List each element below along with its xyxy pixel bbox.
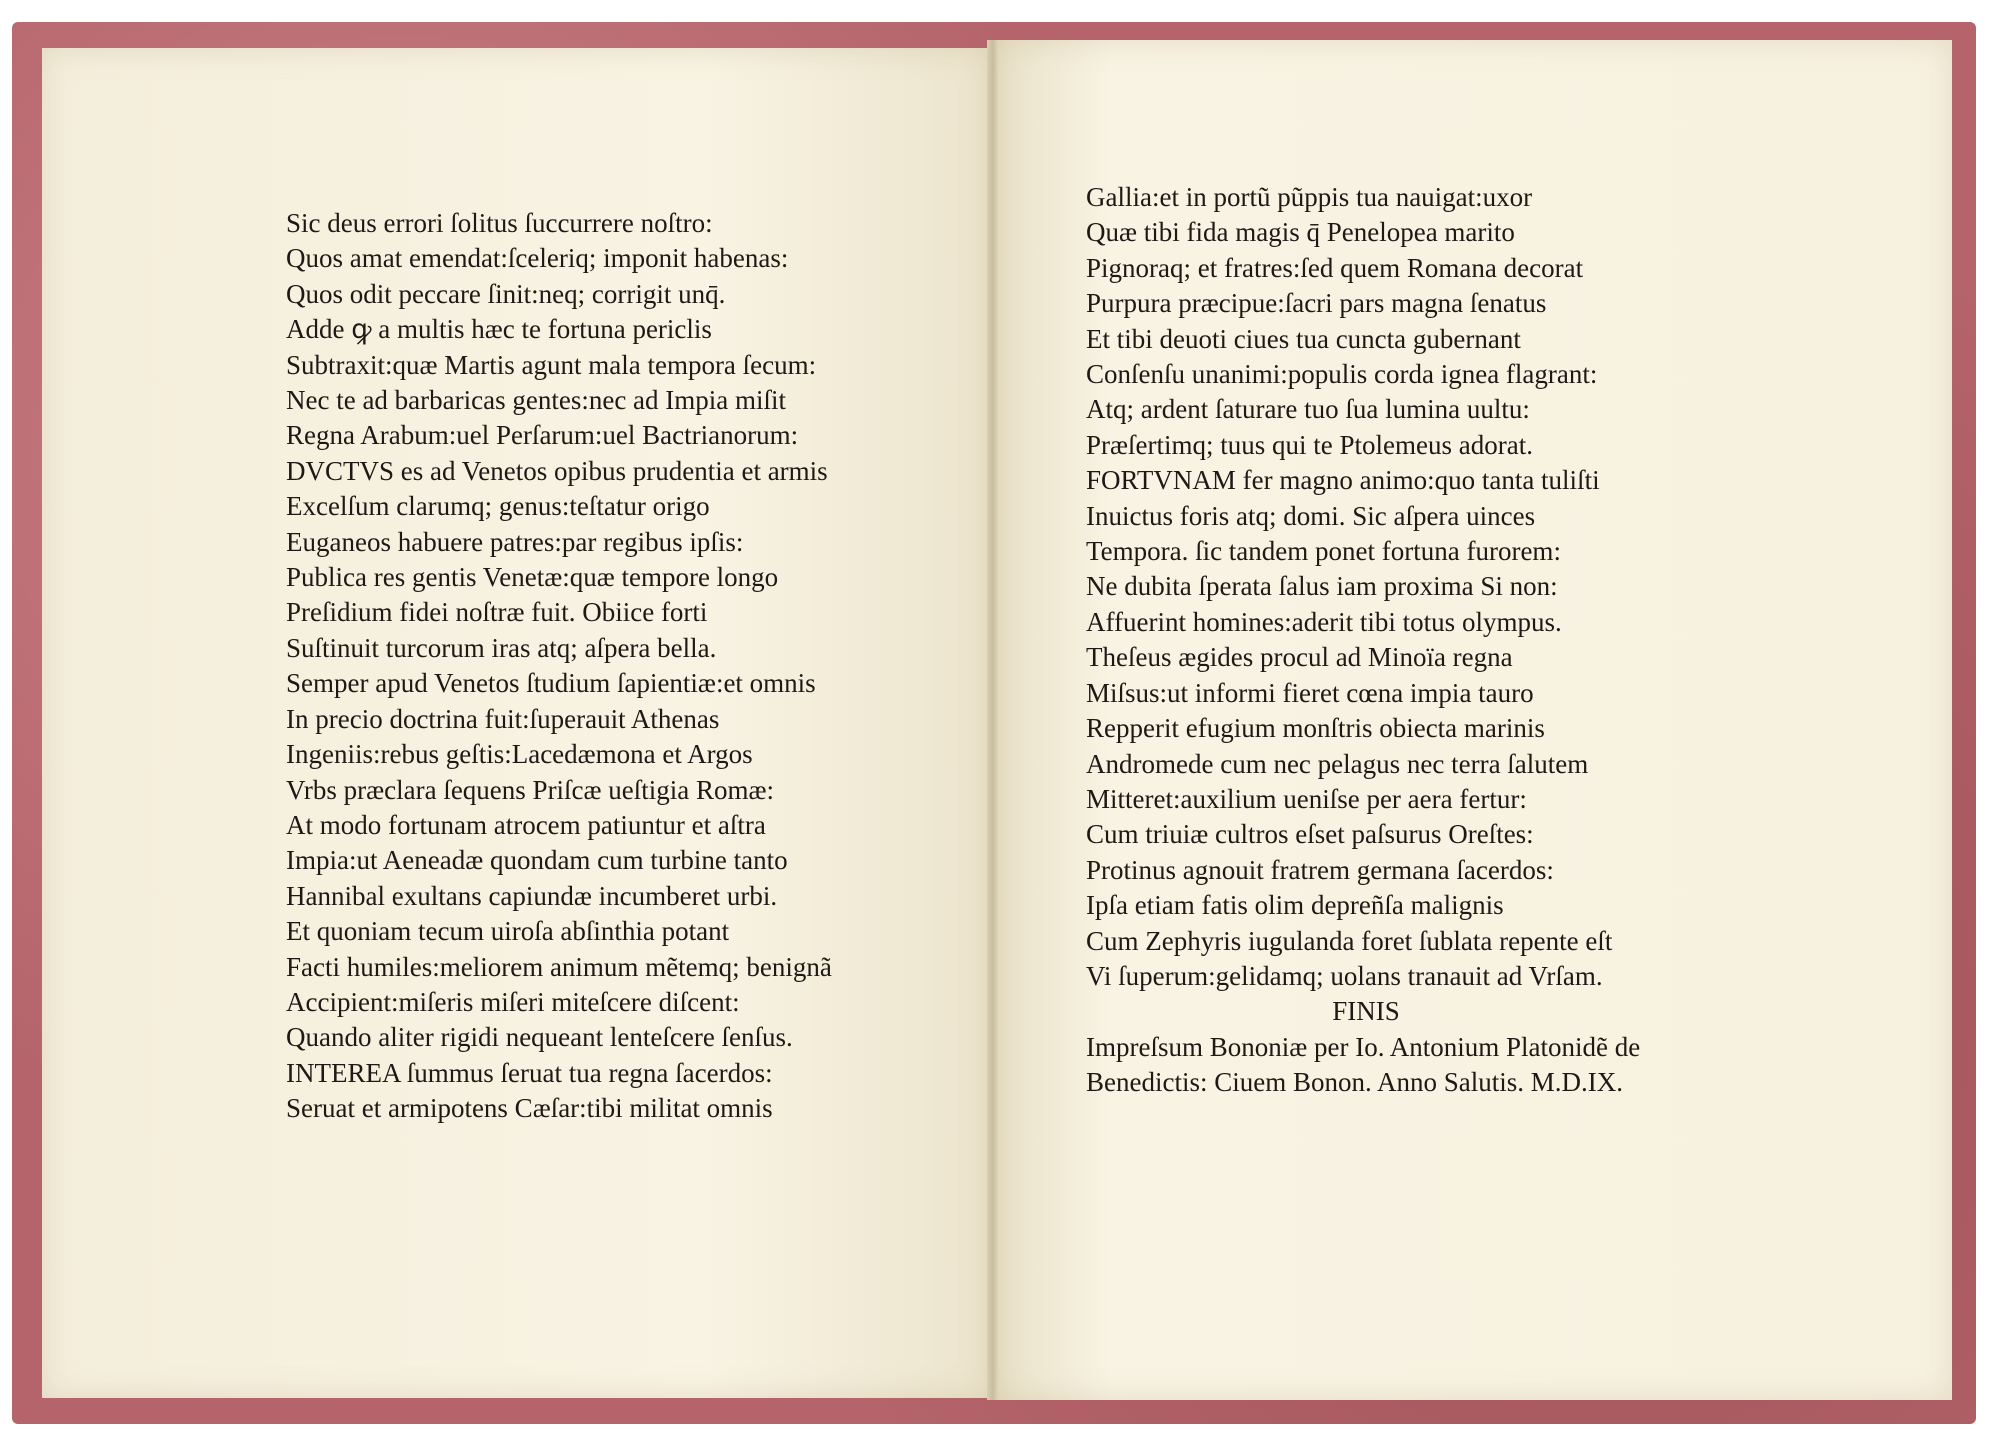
text-line: Præſertimq; tuus qui te Ptolemeus adorat. bbox=[1086, 429, 1533, 460]
colophon-line: Impreſsum Bononiæ per Io. Antonium Platonidẽ de bbox=[1086, 1031, 1641, 1062]
text-line: Protinus agnouit fratrem germana ſacerdos: bbox=[1086, 854, 1554, 885]
text-line: Quando aliter rigidi nequeant lenteſcere ſenſus. bbox=[286, 1022, 793, 1053]
text-line: Regna Arabum:uel Perſarum:uel Bactrianorum: bbox=[286, 420, 799, 451]
text-line: Publica res gentis Venetæ:quæ tempore longo bbox=[286, 562, 779, 593]
text-line: Tempora. ſic tandem ponet fortuna furorem: bbox=[1086, 536, 1561, 567]
text-line: Quos amat emendat:ſceleriq; imponit habenas: bbox=[286, 243, 789, 274]
text-line: Affuerint homines:aderit tibi totus olympus. bbox=[1086, 606, 1562, 637]
text-line: Nec te ad barbaricas gentes:nec ad Impia miſit bbox=[286, 385, 787, 416]
right-page-text bbox=[1086, 180, 1646, 1101]
text-line: Et tibi deuoti ciues tua cuncta gubernant bbox=[1086, 323, 1521, 354]
text-line: Ingeniis:rebus geſtis:Lacedæmona et Argos bbox=[286, 739, 753, 770]
text-line: Cum triuiæ cultros eſset paſsurus Oreſtes: bbox=[1086, 819, 1534, 850]
text-line: Pignoraq; et fratres:ſed quem Romana decorat bbox=[1086, 252, 1584, 283]
text-line: At modo fortunam atrocem patiuntur et aſtra bbox=[286, 809, 766, 840]
text-line: Preſidium fidei noſtræ fuit. Obiice forti bbox=[286, 597, 708, 628]
text-line: Excelſum clarumq; genus:teſtatur origo bbox=[286, 491, 710, 522]
text-line: Quos odit peccare ſinit:neq; corrigit unq̄. bbox=[286, 278, 726, 309]
text-line: Facti humiles:meliorem animum mẽtemq; benignã bbox=[286, 951, 832, 982]
text-line: DVCTVS es ad Venetos opibus prudentia et armis bbox=[286, 455, 828, 486]
text-line: Purpura præcipue:ſacri pars magna ſenatus bbox=[1086, 288, 1547, 319]
text-line: Conſenſu unanimi:populis corda ignea flagrant: bbox=[1086, 359, 1598, 390]
text-line: Et quoniam tecum uiroſa abſinthia potant bbox=[286, 916, 730, 947]
text-line: Gallia:et in portũ pũppis tua nauigat:uxor bbox=[1086, 182, 1533, 212]
text-line: Suſtinuit turcorum iras atq; aſpera bella. bbox=[286, 632, 717, 663]
text-line: Theſeus ægides procul ad Minoïa regna bbox=[1086, 642, 1513, 673]
text-line: Subtraxit:quæ Martis agunt mala tempora ſecum: bbox=[286, 349, 817, 380]
book-gutter bbox=[987, 40, 999, 1400]
text-line: Quæ tibi fida magis q̄ Penelopea marito bbox=[1086, 217, 1515, 248]
text-line: Vrbs præclara ſequens Priſcæ ueſtigia Romæ: bbox=[286, 774, 775, 805]
text-line: Mitteret:auxilium ueniſse per aera fertur: bbox=[1086, 783, 1527, 814]
text-line: Ipſa etiam fatis olim depreñſa malignis bbox=[1086, 890, 1504, 921]
colophon-line: Benedictis: Ciuem Bonon. Anno Salutis. M.D.IX. bbox=[1086, 1067, 1623, 1098]
text-line: Seruat et armipotens Cæſar:tibi militat omnis bbox=[286, 1093, 773, 1124]
text-line: Cum Zephyris iugulanda foret ſublata repente eſt bbox=[1086, 925, 1613, 956]
text-line: Impia:ut Aeneadæ quondam cum turbine tanto bbox=[286, 845, 788, 876]
text-line: Accipient:miſeris miſeri miteſcere diſcent: bbox=[286, 986, 740, 1017]
text-line: Euganeos habuere patres:par regibus ipſis: bbox=[286, 526, 744, 557]
finis-heading: FINIS bbox=[1332, 996, 1400, 1027]
left-page-text bbox=[286, 206, 832, 1127]
text-line: Hannibal exultans capiundæ incumberet urbi. bbox=[286, 880, 778, 911]
text-line: Ne dubita ſperata ſalus iam proxima Si non: bbox=[1086, 571, 1558, 602]
text-line: In precio doctrina fuit:ſuperauit Athenas bbox=[286, 703, 720, 734]
text-line: Vi ſuperum:gelidamq; uolans tranauit ad Vrſam. bbox=[1086, 960, 1603, 991]
text-line: Andromede cum nec pelagus nec terra ſalutem bbox=[1086, 748, 1589, 779]
text-line: Miſsus:ut informi fieret cœna impia tauro bbox=[1086, 677, 1534, 708]
text-line: Sic deus errori ſolitus ſuccurrere noſtro: bbox=[286, 208, 713, 238]
text-line: Adde ꝙ a multis hæc te fortuna periclis bbox=[286, 314, 712, 345]
text-line: INTEREA ſummus ſeruat tua regna ſacerdos: bbox=[286, 1057, 773, 1088]
text-line: Semper apud Venetos ſtudium ſapientiæ:et omnis bbox=[286, 668, 816, 699]
text-line: Atq; ardent ſaturare tuo ſua lumina uultu: bbox=[1086, 394, 1530, 425]
text-line: FORTVNAM fer magno animo:quo tanta tuliſti bbox=[1086, 465, 1600, 496]
text-line: Inuictus foris atq; domi. Sic aſpera uinces bbox=[1086, 500, 1536, 531]
text-line: Repperit efugium monſtris obiecta marinis bbox=[1086, 713, 1545, 744]
